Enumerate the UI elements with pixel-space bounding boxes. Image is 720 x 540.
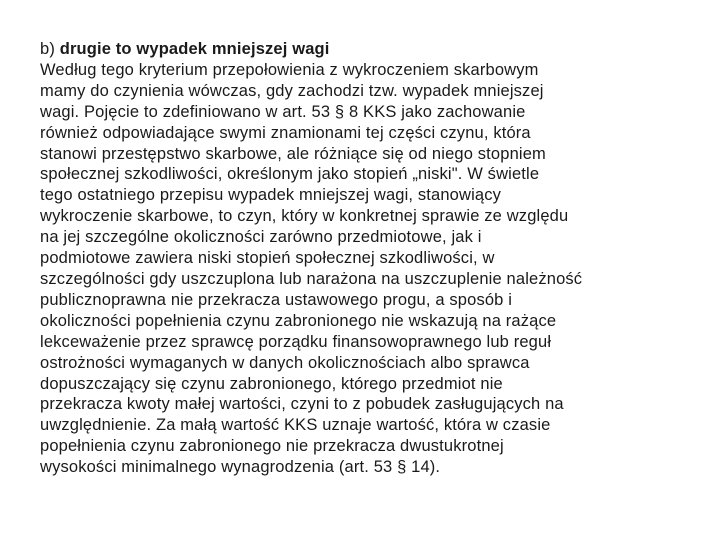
section-heading [40,39,680,60]
body-line: na jej szczególne okoliczności zarówno przedmiotowe, jak i [40,228,482,247]
body-line: wysokości minimalnego wynagrodzenia (art. 53 § 14). [40,458,441,477]
body-line: szczególności gdy uszczuplona lub narażona na uszczuplenie należność [40,269,583,288]
body-line: również odpowiadające swymi znamionami tej części czynu, która [40,123,531,142]
body-line: popełnienia czynu zabronionego nie przekracza dwustukrotnej [40,437,504,456]
body-line: dopuszczający się czynu zabronionego, którego przedmiot nie [40,374,503,393]
body-line: tego ostatniego przepisu wypadek mniejszej wagi, stanowiący [40,186,502,205]
body-line: podmiotowe zawiera niski stopień społecznej szkodliwości, w [40,249,495,268]
body-line: społecznej szkodliwości, określonym jako stopień „niski". W świetle [40,165,540,184]
body-line: uwzględnienie. Za małą wartość KKS uznaje wartość, która w czasie [40,416,551,435]
body-line: lekceważenie przez sprawcę porządku finansowoprawnego lub reguł [40,332,552,351]
body-line: stanowi przestępstwo skarbowe, ale różniące się od niego stopniem [40,144,546,163]
body-line: wagi. Pojęcie to zdefiniowano w art. 53 § 8 KKS jako zachowanie [40,102,526,121]
body-line: wykroczenie skarbowe, to czyn, który w konkretnej sprawie ze względu [40,207,569,226]
body-line: ostrożności wymaganych w danych okolicznościach albo sprawca [40,353,530,372]
body-line: okoliczności popełnienia czynu zabronionego nie wskazują na rażące [40,311,557,330]
heading-bold-text: drugie to wypadek mniejszej wagi [59,40,330,58]
body-line: publicznoprawna nie przekracza ustawowego progu, a sposób i [40,290,513,309]
body-line: Według tego kryterium przepołowienia z wykroczeniem skarbowym [40,60,539,79]
body-line: mamy do czynienia wówczas, gdy zachodzi tzw. wypadek mniejszej [40,81,544,100]
body-line: przekracza kwoty małej wartości, czyni to z pobudek zasługujących na [40,395,564,414]
heading-prefix: b) [40,40,60,58]
text-block [40,39,680,478]
